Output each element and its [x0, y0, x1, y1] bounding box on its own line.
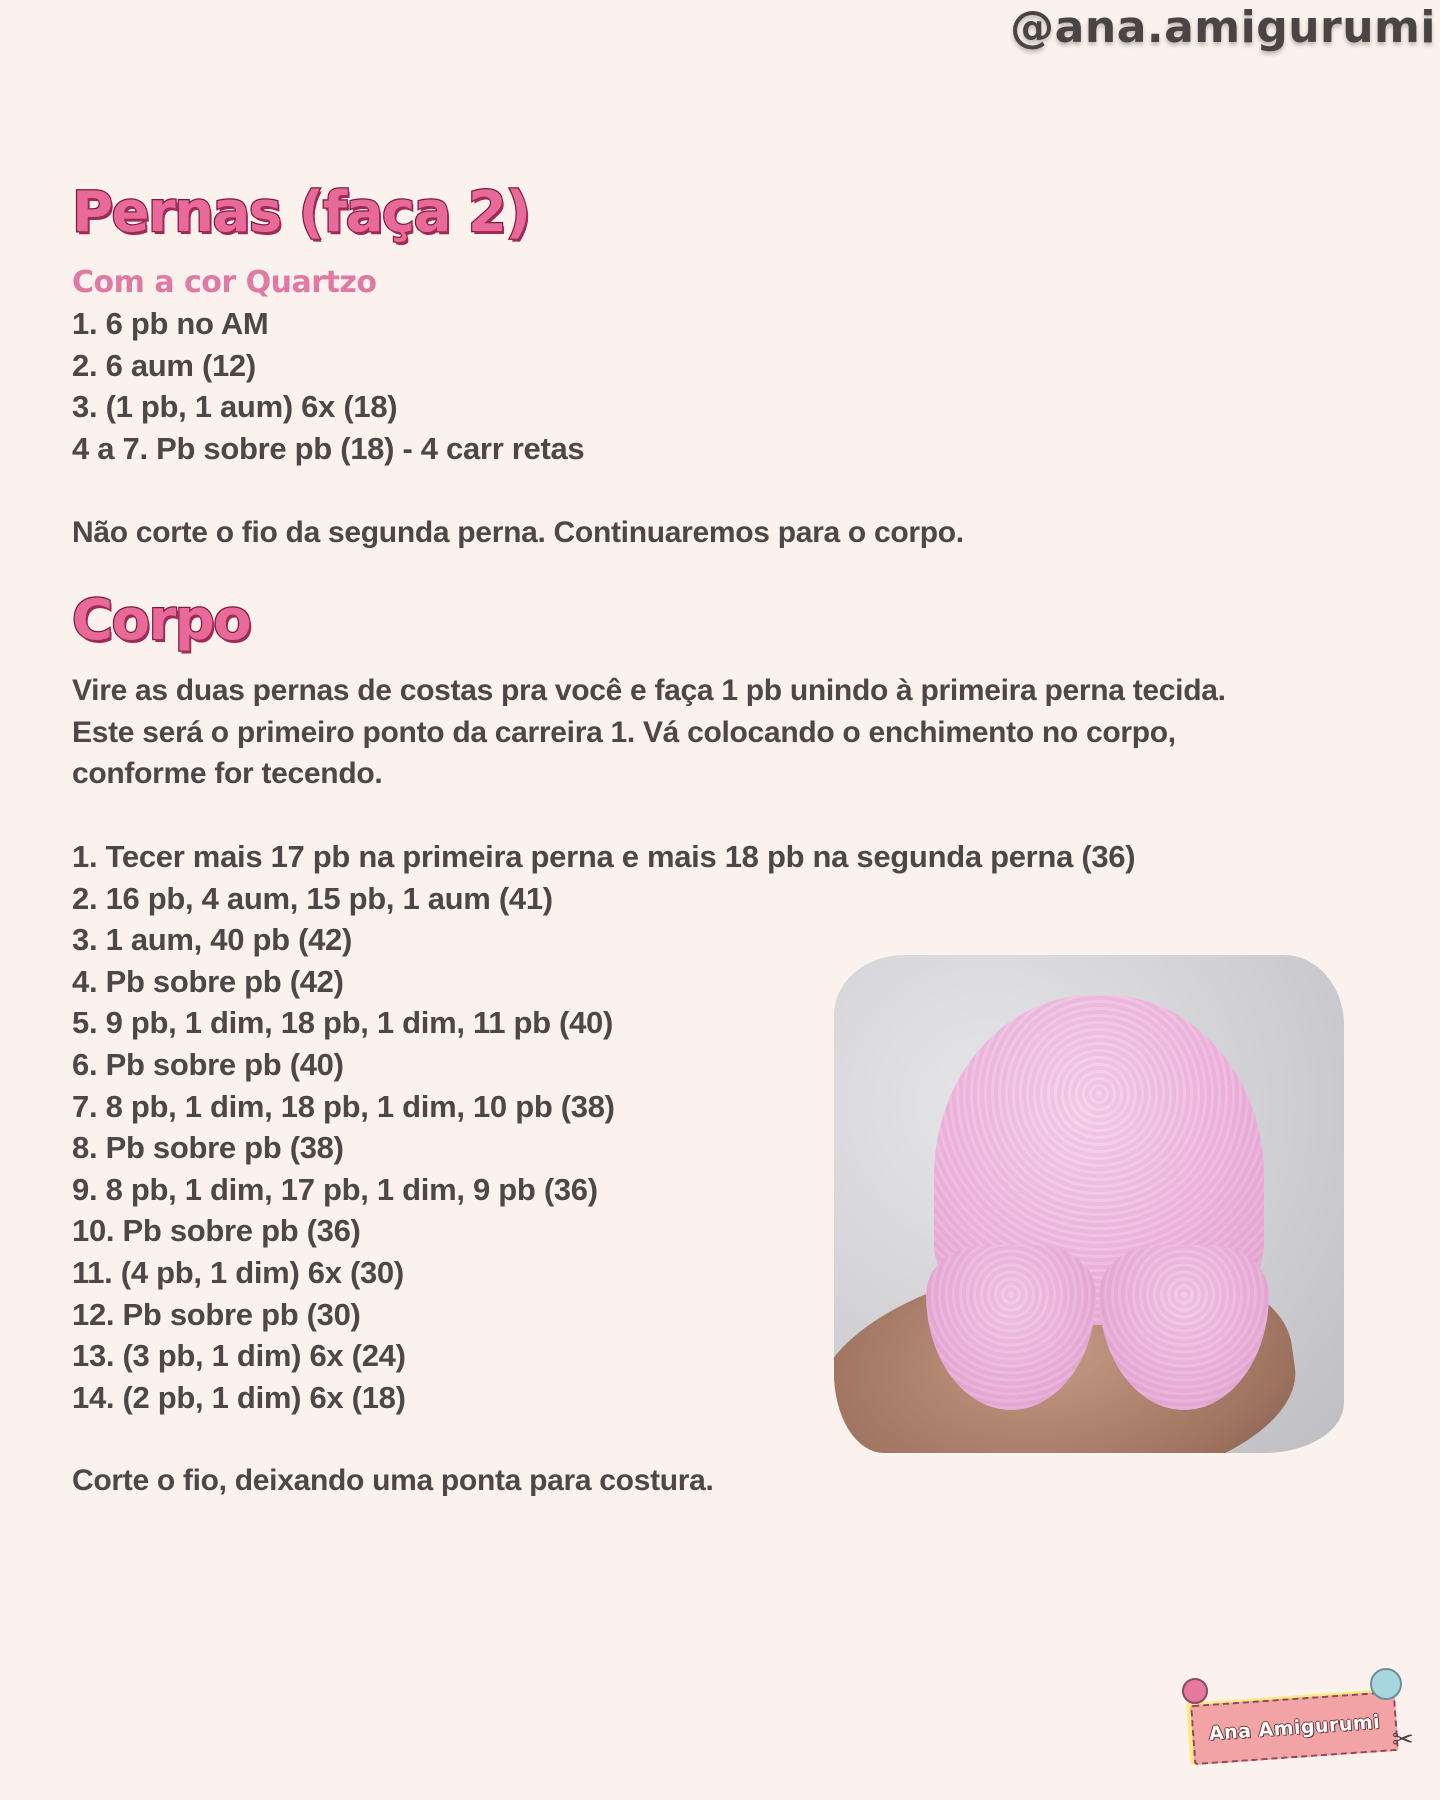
body-row: 6. Pb sobre pb (40) — [72, 1046, 344, 1082]
body-row: 1. Tecer mais 17 pb na primeira perna e mais 18 pb na segunda perna (36) — [72, 839, 1136, 874]
body-intro — [72, 670, 1226, 795]
legs-note: Não corte o fio da segunda perna. Continuaremos para o corpo. — [72, 516, 964, 549]
amigurumi-photo — [834, 955, 1344, 1453]
body-intro-line: Vire as duas pernas de costas pra você e faça 1 pb unindo à primeira perna tecida. — [72, 674, 1226, 707]
legs-row: 3. (1 pb, 1 aum) 6x (18) — [72, 389, 398, 425]
legs-row: 2. 6 aum (12) — [72, 347, 256, 383]
body-intro-line: Este será o primeiro ponto da carreira 1. Vá colocando o enchimento no corpo, — [72, 715, 1176, 749]
body-row: 7. 8 pb, 1 dim, 18 pb, 1 dim, 10 pb (38) — [72, 1088, 615, 1124]
body-row: 11. (4 pb, 1 dim) 6x (30) — [72, 1254, 404, 1290]
body-row: 9. 8 pb, 1 dim, 17 pb, 1 dim, 9 pb (36) — [72, 1171, 598, 1207]
body-row: 13. (3 pb, 1 dim) 6x (24) — [72, 1338, 406, 1374]
legs-color-note: Com a cor Quartzo — [72, 265, 377, 300]
body-row: 5. 9 pb, 1 dim, 18 pb, 1 dim, 11 pb (40) — [72, 1005, 613, 1041]
legs-row: 4 a 7. Pb sobre pb (18) - 4 carr retas — [72, 430, 585, 466]
scissors-icon: ✂ — [1392, 1724, 1414, 1754]
body-row: 12. Pb sobre pb (30) — [72, 1296, 361, 1332]
body-row: 14. (2 pb, 1 dim) 6x (18) — [72, 1379, 406, 1415]
body-row: 2. 16 pb, 4 aum, 15 pb, 1 aum (41) — [72, 880, 553, 916]
author-handle: @ana.amigurumi — [1010, 2, 1436, 53]
body-row: 4. Pb sobre pb (42) — [72, 963, 344, 999]
body-row: 3. 1 aum, 40 pb (42) — [72, 922, 352, 958]
legs-rows-list — [72, 303, 584, 469]
body-closing-note: Corte o fio, deixando uma ponta para costura. — [72, 1464, 714, 1497]
legs-section-title: Pernas (faça 2) — [72, 180, 530, 245]
badge-label: Ana Amigurumi — [1208, 1711, 1381, 1745]
body-intro-line: conforme for tecendo. — [72, 757, 383, 791]
body-section-title: Corpo — [72, 588, 251, 653]
badge-card — [1190, 1691, 1399, 1765]
body-row: 10. Pb sobre pb (36) — [72, 1213, 361, 1249]
body-row: 8. Pb sobre pb (38) — [72, 1130, 344, 1166]
brand-badge-logo — [1170, 1668, 1420, 1778]
sewing-button-icon — [1182, 1678, 1208, 1704]
yarn-ball-icon — [1370, 1668, 1402, 1700]
legs-row: 1. 6 pb no AM — [72, 306, 269, 341]
